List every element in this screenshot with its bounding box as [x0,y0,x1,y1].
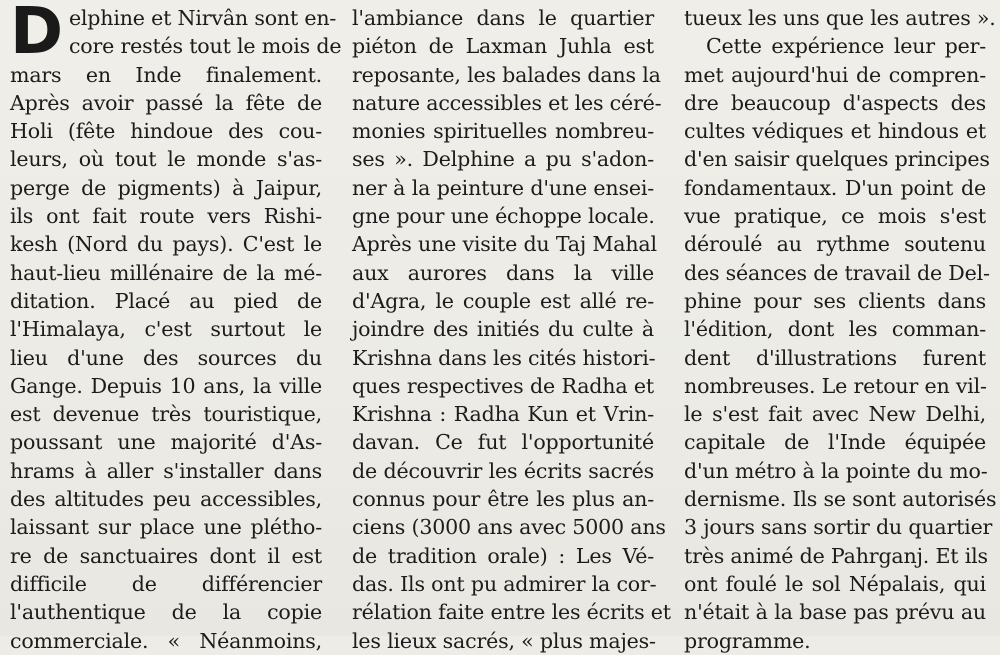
article-column-1 [10,0,342,655]
text-line: Après avoir passé la fête de [10,90,322,115]
text-line: gne pour une échoppe locale. [352,204,655,229]
text-line: nature accessibles et les céré- [352,90,662,115]
text-line: de découvrir les écrits sacrés [352,458,654,483]
text-line: Après une visite du Taj Mahal [352,232,657,257]
text-line: laissant sur place une pléthо- [10,515,322,540]
text-line: Holi (fête hindoue des cou- [10,119,322,144]
text-line: l'authentique de la copie [10,600,322,625]
text-line: très animé de Pahrganj. Et ils [684,543,988,568]
text-line: des altitudes peu accessibles, [10,487,322,512]
text-line: davan. Ce fut l'opportunité [352,430,654,455]
text-line: haut-lieu millénaire de la mé- [10,260,322,285]
text-line: dent d'illustrations furent [684,345,986,370]
text-line: capitale de l'Inde équipée [684,430,986,455]
text-line: leurs, où tout le monde s'as- [10,147,322,172]
text-line: ques respectives de Radha et [352,373,654,398]
text-line: monies spirituelles nombreu- [352,119,654,144]
text-line: joindre des initiés du culte à [352,317,654,342]
text-line: ditation. Placé au pied de [10,288,322,313]
text-line: cultes védiques et hindous et [684,119,986,144]
text-line: les lieux sacrés, « plus majes- [352,628,656,653]
column-3-lines [684,4,997,655]
text-line: déroulé au rythme soutenu [684,232,986,257]
text-line: l'édition, dont les comman- [684,317,986,342]
text-line: le s'est fait avec New Delhi, [684,402,986,427]
text-line: Krishna dans les cités histori- [352,345,656,370]
text-line: Cette expérience leur per- [706,34,986,59]
text-line: l'ambiance dans le quartier [352,6,654,30]
article-column-2 [352,4,671,655]
text-line: d'Agra, le couple est allé re- [352,288,654,313]
text-line: connus pour être les plus an- [352,487,654,512]
text-line: d'un métro à la pointe du mo- [684,458,988,483]
article-column-3 [684,4,997,655]
text-line: met aujourd'hui de compren- [684,62,986,87]
text-line: elphine et Nirvân sont en- [68,6,337,30]
text-line: phine pour ses clients dans [684,288,986,313]
text-line: des séances de travail de Del- [684,260,990,285]
text-line: commerciale. « Néanmoins, [10,628,322,653]
text-line: est devenue très touristique, [10,402,322,427]
text-line: rélation faite entre les écrits et [352,600,671,625]
text-line: n'était à la base pas prévu au [684,600,986,625]
text-line: hrams à aller s'installer dans [10,458,322,483]
text-line: ont foulé le sol Népalais, qui [684,571,986,596]
text-line: ner à la peinture d'une ensei- [352,175,654,200]
text-line: nombreuses. Le retour en vil- [684,373,987,398]
text-line: Krishna : Radha Kun et Vrin- [352,402,654,427]
text-line: dernisme. Ils se sont autorisés [684,487,997,512]
text-line: dre beaucoup d'aspects des [684,90,986,115]
text-line: Gange. Depuis 10 ans, la ville [10,373,322,398]
text-line: fondamentaux. D'un point de [684,175,986,200]
text-line: mars en Inde finalement. [10,62,322,87]
text-line: re de sanctuaires dont il est [10,543,322,568]
text-line: 3 jours sans sortir du quartier [684,515,993,540]
text-line: ils ont fait route vers Rishi- [10,204,322,229]
column-2-lines [352,4,671,655]
text-line: piéton de Laxman Juhla est [352,34,654,59]
text-line: difficile de différencier [10,571,322,596]
text-line: poussant une majorité d'As- [10,430,322,455]
text-line: ses ». Delphine a pu s'adon- [352,147,654,172]
text-line: de tradition orale) : Les Vé- [352,543,654,568]
text-line: perge de pigments) à Jaipur, [10,175,322,200]
text-line: reposante, les balades dans la [352,62,661,87]
text-line: core restés tout le mois de [68,34,342,59]
text-line: d'en saisir quelques principes [684,147,990,172]
text-line: programme. [684,628,811,653]
text-line: tueux les uns que les autres ». [684,6,996,30]
text-line: l'Himalaya, c'est surtout le [10,317,322,342]
text-line: ciens (3000 ans avec 5000 ans [352,515,666,540]
drop-cap: D [10,0,63,69]
text-line: vue pratique, ce mois s'est [684,204,986,229]
text-line: das. Ils ont pu admirer la cor- [352,571,657,596]
column-1-lines [10,0,342,655]
text-line: kesh (Nord du pays). C'est le [10,232,322,257]
text-line: lieu d'une des sources du [10,345,322,370]
text-line: aux aurores dans la ville [352,260,654,285]
